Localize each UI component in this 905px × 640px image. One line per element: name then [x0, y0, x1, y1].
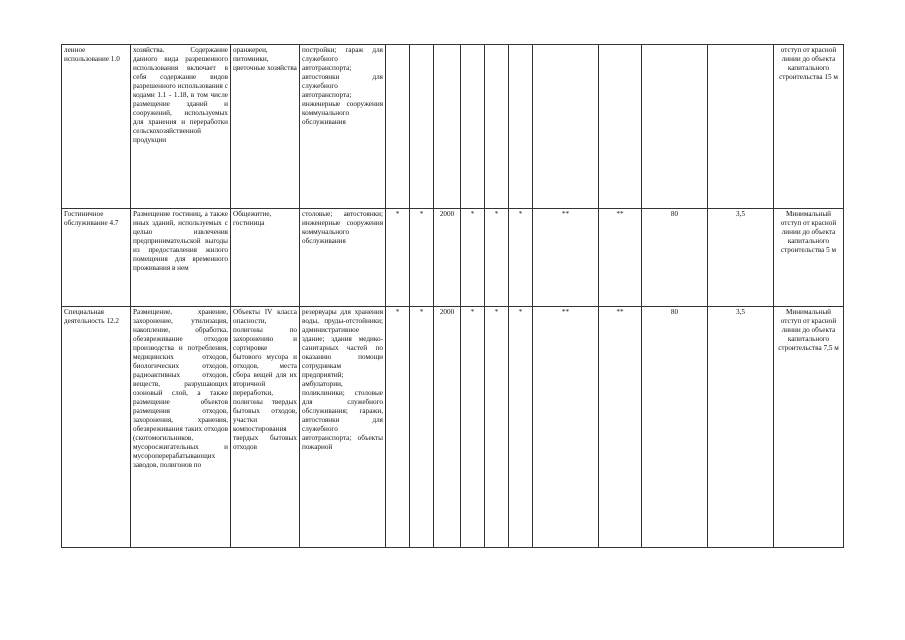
param-cell	[708, 45, 774, 209]
use-description: хозяйства. Содержание данного вида разрешенного использования включает в себя содержание видов разрешенного использования с кодами 1.1 - 1.18, в том числе размещение зданий и сооружений, используемых для хранения и переработки сельскохозяйственной продукции	[131, 45, 231, 209]
param-cell: *	[461, 209, 485, 307]
param-cell	[434, 45, 461, 209]
param-cell: 80	[642, 307, 708, 548]
permitted-use-name: ленное использование 1.0	[62, 45, 131, 209]
setback-requirement: Минимальный отступ от красной линии до объекта капитального строительства 5 м	[774, 209, 844, 307]
param-cell: **	[599, 209, 642, 307]
param-cell	[509, 45, 533, 209]
param-cell: *	[386, 209, 410, 307]
permitted-use-name: Специальная деятельность 12.2	[62, 307, 131, 548]
regulations-table	[61, 44, 844, 548]
param-cell	[410, 45, 434, 209]
param-cell: 2000	[434, 307, 461, 548]
param-cell	[642, 45, 708, 209]
param-cell: **	[533, 209, 599, 307]
auxiliary-objects: постройки; гараж для служебного автотранспорта; автостоянки для служебного автотранспорта; инженерные сооружения коммунального обслуживания	[300, 45, 386, 209]
param-cell: 80	[642, 209, 708, 307]
param-cell: **	[599, 307, 642, 548]
param-cell	[533, 45, 599, 209]
param-cell	[599, 45, 642, 209]
use-description: Размещение, хранение, захоронение, утилизация, накопление, обработка, обезвреживание отходов производства и потребления, медицинских отходов, биологических отходов, радиоактивных отходов, веществ, разрушающих озоновый слой, а также размещение объектов размещения отходов, захоронения, хранения, обезвреживания таких отходов (скотомогильников, мусоросжигательных и мусороперерабатывающих заводов, полигонов по	[131, 307, 231, 548]
permitted-use-name: Гостиничное обслуживание 4.7	[62, 209, 131, 307]
table-row	[62, 307, 844, 548]
setback-requirement: отступ от красной линии до объекта капитального строительства 15 м	[774, 45, 844, 209]
param-cell: *	[410, 307, 434, 548]
auxiliary-objects: столовые; автостоянки; инженерные сооружения коммунального обслуживания	[300, 209, 386, 307]
param-cell: *	[386, 307, 410, 548]
param-cell: *	[461, 307, 485, 548]
param-cell: *	[485, 307, 509, 548]
param-cell: 3,5	[708, 307, 774, 548]
param-cell: *	[485, 209, 509, 307]
param-cell: *	[410, 209, 434, 307]
param-cell: *	[509, 307, 533, 548]
table-row	[62, 45, 844, 209]
param-cell: 3,5	[708, 209, 774, 307]
auxiliary-objects: резервуары для хранения воды, пруды-отстойники; административное здание; здания медико-санитарных частей по оказанию помощи сотрудникам предприятий; амбулатории, поликлиники; столовые для служебного обслуживания; гаражи, автостоянки для служебного автотранспорта; объекты пожарной	[300, 307, 386, 548]
main-objects: Общежитие, гостиница	[231, 209, 300, 307]
use-description: Размещение гостиниц, а также иных зданий, используемых с целью извлечения предпринимательской выгоды из предоставления жилого помещения для временного проживания в нем	[131, 209, 231, 307]
param-cell: 2000	[434, 209, 461, 307]
setback-requirement: Минимальный отступ от красной линии до объекта капитального строительства 7,5 м	[774, 307, 844, 548]
main-objects: оранжереи, питомники, цветочные хозяйства	[231, 45, 300, 209]
main-objects: Объекты IV класса опасности, полигоны по захоронению и сортировке бытового мусора и отходов, места сбора вещей для их вторичной переработки, полигоны твердых бытовых отходов, участки компостирования твердых бытовых отходов	[231, 307, 300, 548]
param-cell	[386, 45, 410, 209]
table-row	[62, 209, 844, 307]
param-cell	[461, 45, 485, 209]
param-cell: **	[533, 307, 599, 548]
param-cell	[485, 45, 509, 209]
param-cell: *	[509, 209, 533, 307]
